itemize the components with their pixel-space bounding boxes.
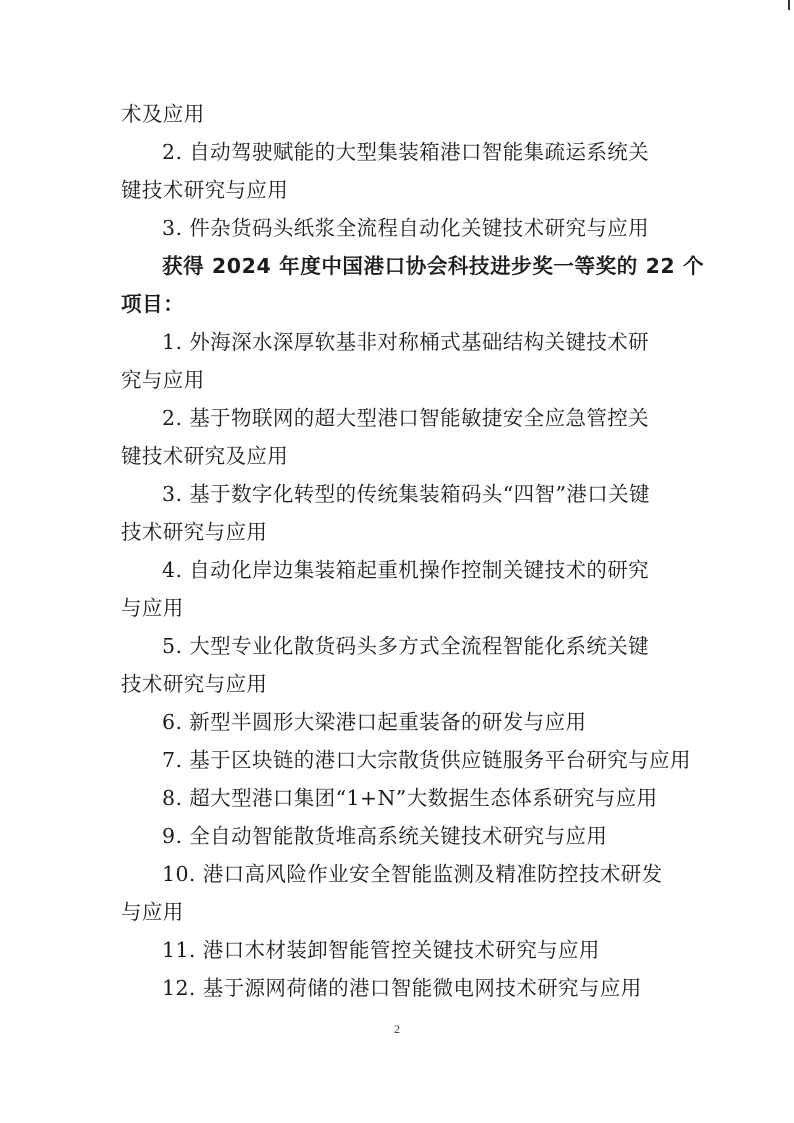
text-line: 技术研究与应用: [121, 520, 268, 544]
text-line: 1. 外海深水深厚软基非对称桶式基础结构关键技术研: [162, 330, 650, 354]
text-line: 与应用: [121, 900, 184, 924]
text-line: 2. 自动驾驶赋能的大型集装箱港口智能集疏运系统关: [162, 140, 650, 164]
text-line: 键技术研究与应用: [121, 178, 289, 202]
text-line: 5. 大型专业化散货码头多方式全流程智能化系统关键: [162, 634, 650, 658]
text-line: 7. 基于区块链的港口大宗散货供应链服务平台研究与应用: [162, 748, 691, 772]
text-line: 键技术研究及应用: [121, 444, 289, 468]
text-line: 3. 件杂货码头纸浆全流程自动化关键技术研究与应用: [162, 216, 650, 240]
text-line: 3. 基于数字化转型的传统集装箱码头“四智”港口关键: [162, 482, 650, 506]
scan-edge-mark: [788, 0, 790, 10]
text-line: 与应用: [121, 596, 184, 620]
text-line: 6. 新型半圆形大梁港口起重装备的研发与应用: [162, 710, 587, 734]
page-number: 2: [394, 1022, 400, 1036]
text-line: 究与应用: [121, 368, 205, 392]
text-line: 术及应用: [121, 102, 205, 126]
text-line: 10. 港口高风险作业安全智能监测及精准防控技术研发: [162, 862, 663, 886]
text-line: 4. 自动化岸边集装箱起重机操作控制关键技术的研究: [162, 558, 650, 582]
body-text: [121, 95, 705, 1007]
text-line: 11. 港口木材装卸智能管控关键技术研究与应用: [162, 938, 600, 962]
section-heading-line: 项目：: [121, 292, 185, 316]
text-line: 2. 基于物联网的超大型港口智能敏捷安全应急管控关: [162, 406, 650, 430]
text-line: 8. 超大型港口集团“1+N”大数据生态体系研究与应用: [162, 786, 658, 810]
text-line: 12. 基于源网荷储的港口智能微电网技术研究与应用: [162, 976, 642, 1000]
text-line: 技术研究与应用: [121, 672, 268, 696]
section-heading-line: 获得 2024 年度中国港口协会科技进步奖一等奖的 22 个: [162, 254, 705, 278]
text-line: 9. 全自动智能散货堆高系统关键技术研究与应用: [162, 824, 608, 848]
